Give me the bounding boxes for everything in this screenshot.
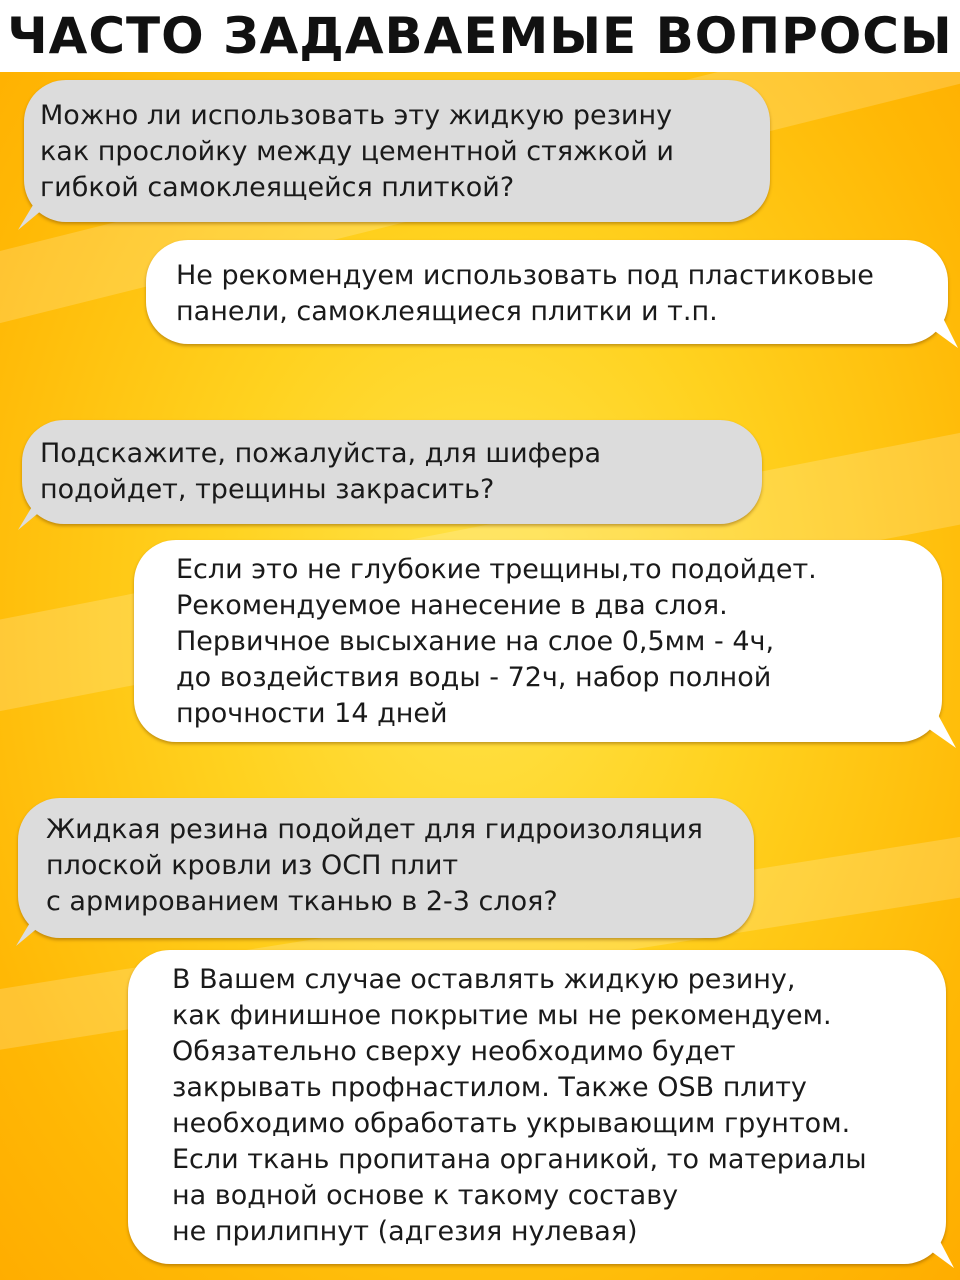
page-header [0,0,960,72]
question-text-1: Можно ли использовать эту жидкую резину как прослойку между цементной стяжкой и гибкой самоклеящейся плиткой? [40,100,674,203]
answer-text-2: Если это не глубокие трещины,то подойдет. Рекомендуемое нанесение в два слоя. Первичное высыхание на слое 0,5мм - 4ч, до воздействия воды - 72ч, набор полной прочности 14 дней [176,554,817,729]
question-text-2: Подскажите, пожалуйста, для шифера подойдет, трещины закрасить? [40,438,602,505]
answer-tail-icon [900,1222,956,1272]
answer-tail-icon [904,300,960,352]
question-text-3: Жидкая резина подойдет для гидроизоляция плоской кровли из ОСП плит с армированием тканью в 2-3 слоя? [46,814,703,917]
answer-text-1: Не рекомендуем использовать под пластиковые панели, самоклеящиеся плитки и т.п. [176,260,874,327]
answer-text-3: В Вашем случае оставлять жидкую резину, как финишное покрытие мы не рекомендуем. Обязательно сверху необходимо будет закрывать профнастилом. Также OSB плиту необходимо обработать укрывающим грунтом. Если ткань пропитана органикой, то материалы на водной основе к такому составу не прилипнут (адгезия нулевая) [172,964,867,1247]
page-title: ЧАСТО ЗАДАВАЕМЫЕ ВОПРОСЫ [7,7,953,65]
answer-tail-icon [900,700,958,752]
